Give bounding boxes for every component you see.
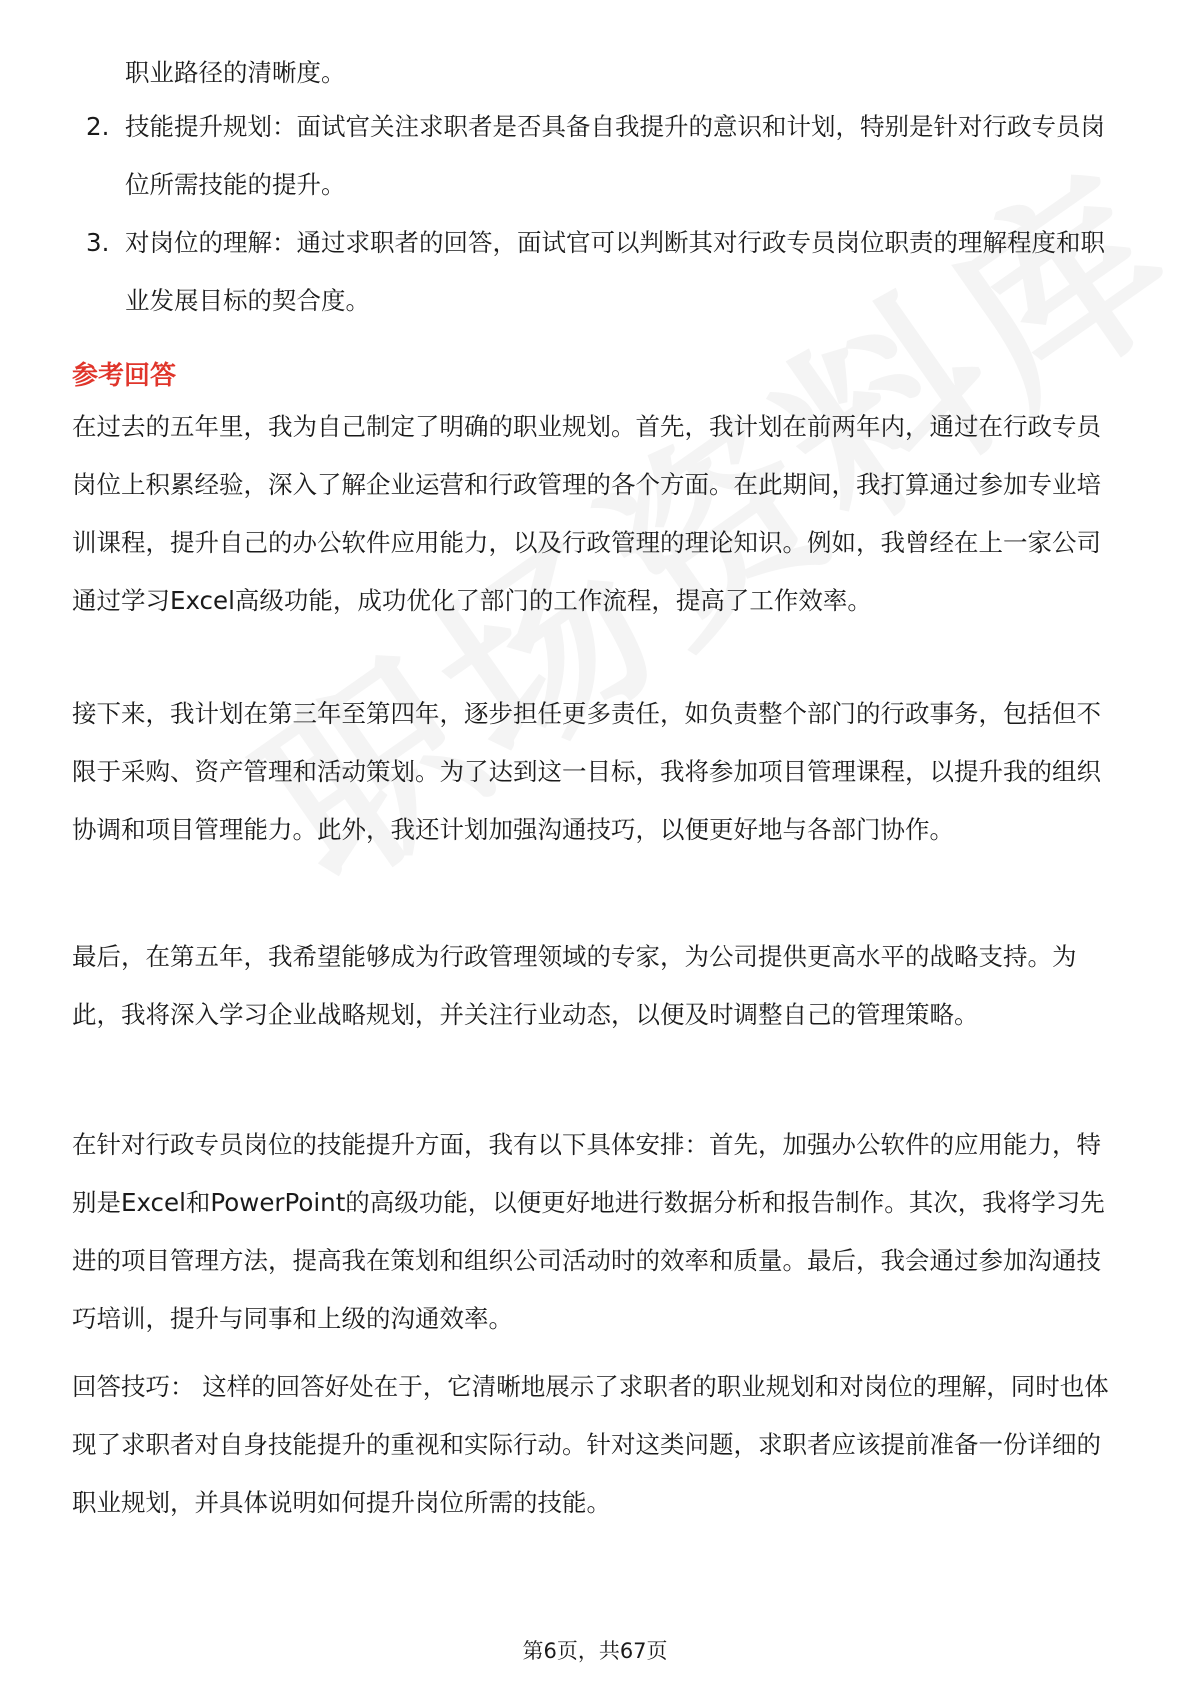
answer-paragraph-3: 最后，在第五年，我希望能够成为行政管理领域的专家，为公司提供更高水平的战略支持。为此，我将深入学习企业战略规划，并关注行业动态，以便及时调整自己的管理策略。 bbox=[72, 942, 1077, 1029]
answer-paragraph-2: 接下来，我计划在第三年至第四年，逐步担任更多责任，如负责整个部门的行政事务，包括但不限于采购、资产管理和活动策划。为了达到这一目标，我将参加项目管理课程，以提升我的组织协调和项目管理能力。此外，我还计划加强沟通技巧，以便更好地与各部门协作。 bbox=[72, 699, 1101, 844]
list-number: 3. bbox=[86, 228, 110, 257]
list-item-text: 技能提升规划：面试官关注求职者是否具备自我提升的意识和计划，特别是针对行政专员岗位所需技能的提升。 bbox=[125, 112, 1105, 199]
evaluation-points-list bbox=[86, 98, 1126, 330]
continued-list-text: 职业路径的清晰度。 bbox=[125, 58, 346, 87]
list-item bbox=[86, 98, 1126, 214]
answer-paragraph-4: 在针对行政专员岗位的技能提升方面，我有以下具体安排：首先，加强办公软件的应用能力，特别是Excel和PowerPoint的高级功能，以便更好地进行数据分析和报告制作。其次，我将学习先进的项目管理方法，提高我在策划和组织公司活动时的效率和质量。最后，我会通过参加沟通技巧培训，提升与同事和上级的沟通效率。 bbox=[72, 1130, 1105, 1333]
answer-tips-paragraph: 回答技巧： 这样的回答好处在于，它清晰地展示了求职者的职业规划和对岗位的理解，同时也体现了求职者对自身技能提升的重视和实际行动。针对这类问题，求职者应该提前准备一份详细的职业规划，并具体说明如何提升岗位所需的技能。 bbox=[72, 1372, 1109, 1517]
list-item bbox=[86, 214, 1126, 330]
section-heading: 参考回答 bbox=[72, 361, 177, 391]
list-item-text: 对岗位的理解：通过求职者的回答，面试官可以判断其对行政专员岗位职责的理解程度和职业发展目标的契合度。 bbox=[125, 228, 1105, 315]
answer-paragraph-1: 在过去的五年里，我为自己制定了明确的职业规划。首先，我计划在前两年内，通过在行政专员岗位上积累经验，深入了解企业运营和行政管理的各个方面。在此期间，我打算通过参加专业培训课程，提升自己的办公软件应用能力，以及行政管理的理论知识。例如，我曾经在上一家公司通过学习Excel高级功能，成功优化了部门的工作流程，提高了工作效率。 bbox=[72, 412, 1101, 615]
page-number-footer: 第6页，共67页 bbox=[522, 1639, 668, 1663]
list-number: 2. bbox=[86, 112, 110, 141]
